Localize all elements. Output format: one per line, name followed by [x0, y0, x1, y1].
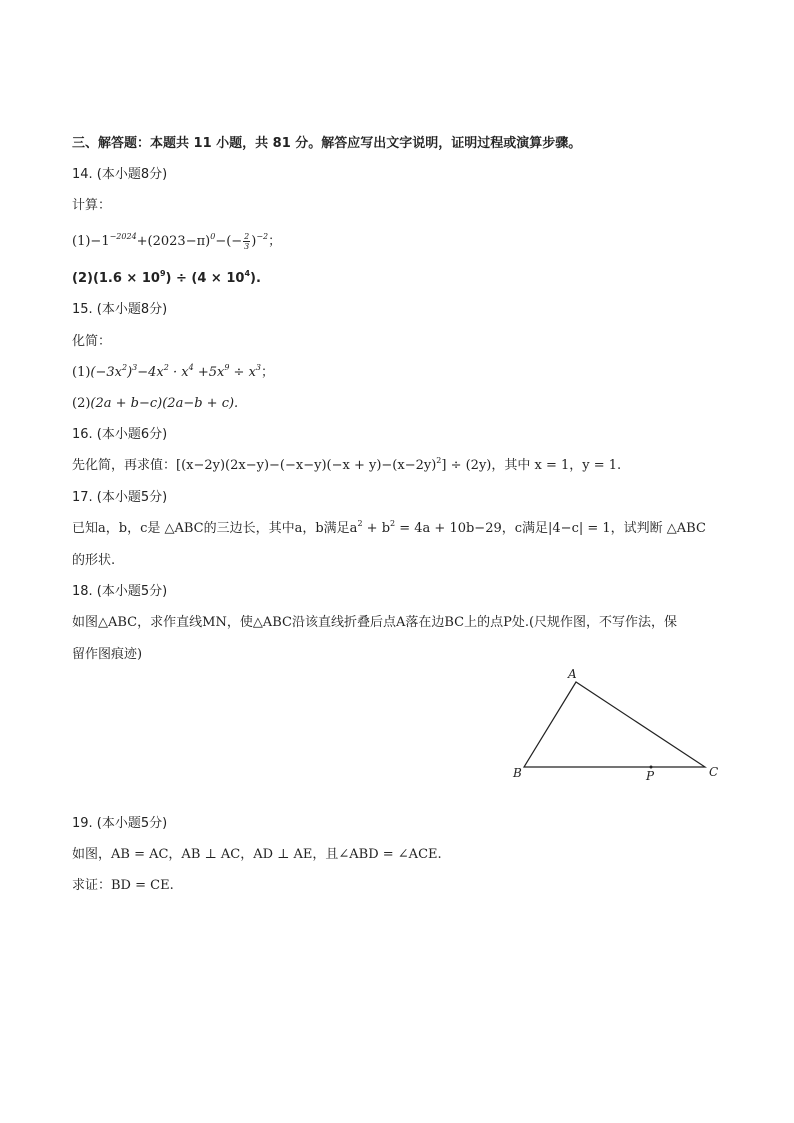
problem-14-item-1: $(1)-1^{-2024}+(2023-\pi)^0-(-$ $\frac{2}{3}$ )$^{-2}$；: [72, 232, 282, 251]
fraction: $\frac{2}{3}$: [244, 232, 250, 251]
problem-14-instruction: 计算：: [72, 198, 112, 213]
label-a: A: [568, 667, 577, 681]
problem-16-text: 先化简，再求值：$[(x-2y)(2x-y)-(-x-y)(-x + y)-(x-2y)^2] \div (2y)$，其中 x = 1，y = 1.: [72, 456, 622, 473]
label-p: P: [646, 769, 655, 783]
problem-19-line-1: 如图，AB = AC，AB ⊥ AC，AD ⊥ AE，且∠ABD = ∠ACE.: [72, 847, 442, 862]
problem-14-title: 14. (本小题8分): [72, 167, 168, 182]
problem-16-title: 16. (本小题6分): [72, 427, 168, 442]
problem-19-line-2: 求证：BD = CE.: [72, 878, 174, 893]
item-label: (1): [72, 234, 91, 249]
triangle-abc-figure: [500, 660, 740, 790]
problem-15-item-2: (2)(2a + b−c)(2a−b + c).: [72, 396, 239, 411]
problem-18-line-1: 如图△ABC，求作直线MN，使△ABC沿该直线折叠后点A落在边BC上的点P处.(尺规作图，不写作法，保: [72, 615, 678, 630]
problem-18-title: 18. (本小题5分): [72, 584, 168, 599]
problem-17-line-2: 的形状.: [72, 553, 116, 568]
problem-15-item-1: $(1)(-3x^2)^3-4x^2 \cdot x^4 +5x^9 \div x^3$；: [72, 363, 275, 380]
problem-17-line-1: 已知a，b，c是 △ABC的三边长，其中a，b满足$a^2 + b^2 = 4a + 10b-29$，c满足|4−c| = 1，试判断 △ABC: [72, 519, 706, 536]
section-header: 三、解答题：本题共 11 小题，共 81 分。解答应写出文字说明，证明过程或演算步骤。: [72, 136, 582, 151]
triangle-abc: [524, 682, 705, 767]
label-c: C: [709, 765, 719, 779]
problem-18-line-2: 留作图痕迹): [72, 647, 143, 662]
problem-14-item-2: $(2)(1.6 \times 10^9) \div (4 \times 10^4)$.: [72, 269, 261, 286]
problem-19-title: 19. (本小题5分): [72, 816, 168, 831]
label-b: B: [513, 766, 522, 780]
problem-15-title: 15. (本小题8分): [72, 302, 168, 317]
problem-15-instruction: 化简：: [72, 334, 112, 349]
problem-17-title: 17. (本小题5分): [72, 490, 168, 505]
